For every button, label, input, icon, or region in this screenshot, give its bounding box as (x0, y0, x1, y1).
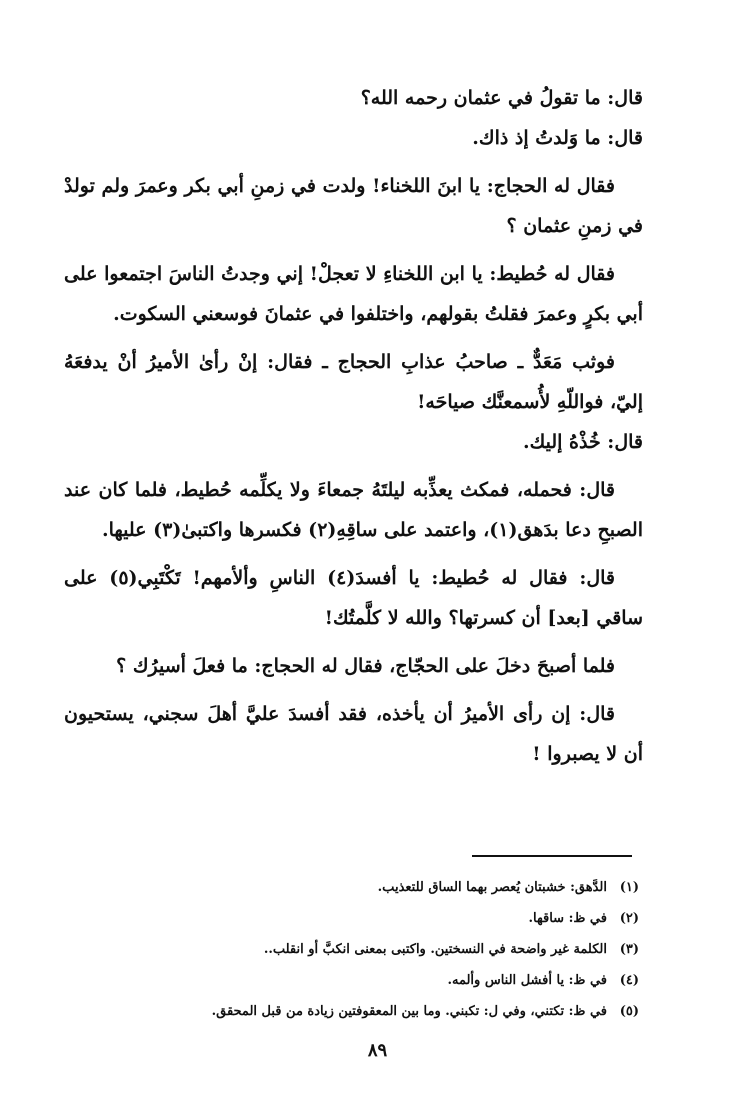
paragraph: فقال له الحجاج: يا ابنَ اللخناء! ولدت في زمنِ أبي بكر وعمرَ ولم تولدْ في زمنِ عثمان ؟ (64, 175, 643, 237)
paragraph: قال: ما تقولُ في عثمان رحمه الله؟ (360, 87, 643, 109)
footnote-number: (٢) (619, 911, 639, 926)
footnote (100, 934, 639, 965)
paragraph: فوثب مَعَدٌّ ـ صاحبُ عذابِ الحجاج ـ فقال: إنْ رأىٰ الأميرُ أنْ يدفعَهُ إليّ، فواللّهِ لأُسمعنَّك صياحَه! (64, 351, 643, 413)
footnote-text: في ظ: ساقها. (528, 911, 607, 926)
footnote-text: في ظ: يا أفشل الناس وألمه. (447, 973, 607, 988)
paragraph: فقال له حُطيط: يا ابن اللخناءِ لا تعجلْ! إني وجدتُ الناسَ اجتمعوا على أبي بكرٍ وعمرَ فقلتُ بقولهم، واختلفوا في عثمانَ فوسعني السكوت. (64, 263, 643, 325)
footnote-text: الدَّهق: خشبتان يُعصر بهما الساق للتعذيب. (377, 880, 607, 895)
footnote-number: (٣) (619, 942, 639, 957)
page-number: ٨٩ (367, 1040, 388, 1061)
footnote-number: (١) (619, 880, 639, 895)
footnote-divider (472, 855, 632, 857)
footnotes (100, 872, 639, 1027)
footnote (100, 903, 639, 934)
paragraph: قال: إن رأى الأميرُ أن يأخذه، فقد أفسدَ عليَّ أهلَ سجني، يستحيون أن لا يصبروا ! (64, 703, 643, 765)
footnote (100, 872, 639, 903)
footnote-number: (٤) (619, 973, 639, 988)
main-text (64, 78, 643, 774)
footnote-text: الكلمة غير واضحة في النسختين. واكتبى بمعنى انكبَّ أو انقلب.. (263, 942, 607, 957)
footnote-number: (٥) (619, 1004, 639, 1019)
paragraph: قال: فقال له حُطيط: يا أفسدَ(٤) الناسِ وألأمهم! تَكْتَبِي(٥) على ساقي [بعد] أن كسرتها؟ والله لا كلَّمتُك! (64, 567, 643, 629)
paragraph: قال: خُذْهُ إليك. (522, 431, 643, 453)
footnote (100, 965, 639, 996)
paragraph: قال: ما وَلدتُ إذ ذاك. (472, 127, 643, 149)
paragraph: قال: فحمله، فمكث يعذِّبه ليلتَهُ جمعاءَ ولا يكلِّمه حُطيط، فلما كان عند الصبحِ دعا بدَهق(١)، واعتمد على ساقِهِ(٢) فكسرها واكتبىٰ(٣) عليها. (64, 479, 643, 541)
paragraph: فلما أصبحَ دخلَ على الحجّاج، فقال له الحجاج: ما فعلَ أسيرُك ؟ (116, 655, 615, 677)
footnote (100, 996, 639, 1027)
footnote-text: في ظ: تكتني، وفي ل: تكبني. وما بين المعقوفتين زيادة من قبل المحقق. (211, 1004, 607, 1019)
